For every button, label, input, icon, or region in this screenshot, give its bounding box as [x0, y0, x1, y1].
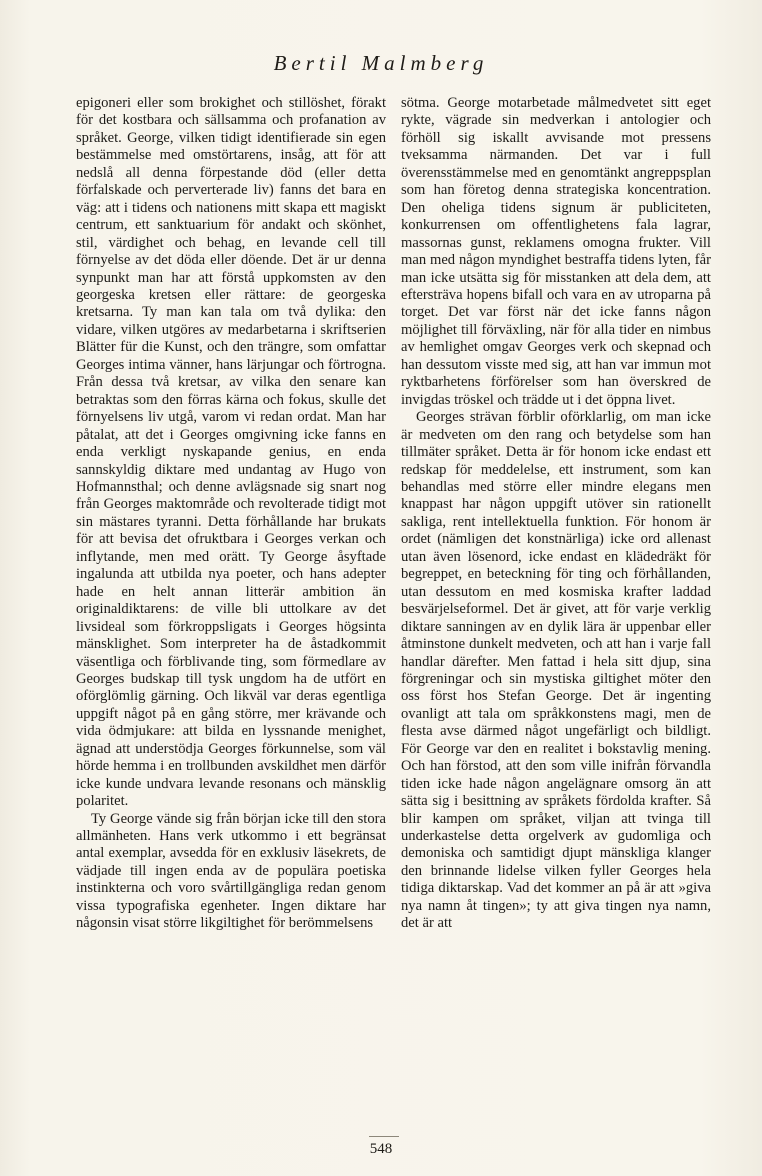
text-column-left: [76, 95, 386, 933]
text-column-right: [401, 95, 711, 933]
paragraph: sötma. George motarbetade målmedvetet sitt eget rykte, vägrade sin medverkan i antologier och förhöll sig iskallt avvisande mot pressens tveksamma närmanden. Det var i full överensstämmelse med en genomtänkt angreppsplan som han företog denna strategiska koncentration. Den oheliga tidens signum är publiciteten, konkurrensen om offentlighetens fala lagrar, massornas gunst, reklamens omogna frukter. Vill man med någon myndighet bestraffa tidens lyten, får man icke utsätta sig för misstanken att dela dem, att eftersträva hopens bifall och vara en av utroparna på torget. Det var först när det icke fanns någon möjlighet till förväxling, när för alla tider en nimbus av hemlighet omgav Georges verk och skepnad och han dessutom visste med sig, att han var immun mot ryktbarhetens förförelser som han överskred de invigdas tröskel och trädde ut i det öppna livet.: [401, 95, 711, 408]
page-number: 548: [369, 1141, 393, 1157]
paragraph: Ty George vände sig från början icke till den stora allmänheten. Hans verk utkommo i ett begränsat antal exemplar, avsedda för en exklusiv läsekrets, de vädjade till ingen enda av de populära poetiska instinkterna och voro svårtillgängliga redan genom vissa typografiska egenheter. Ingen diktare har någonsin visat större likgiltighet för berömmelsens: [76, 810, 386, 932]
running-head-author: Bertil Malmberg: [273, 51, 489, 75]
paragraph: epigoneri eller som brokighet och stillöshet, förakt för det kostbara och sällsamma och profanation av språket. George, vilken tidigt identifierade sin egen bestämmelse med omstörtarens, insåg, att för att nedslå all denna förpestande död (eller detta förfalskade och perverterade liv) fanns det bara en väg: att i tidens och nationens mitt skapa ett magiskt centrum, ett sanktuarium för andakt och skönhet, stil, värdighet och behag, en levande cell till förnyelse av det döda eller döende. Det är ur denna synpunkt man har att förstå uppkomsten av den georgeska kretsen eller rättare: de georgeska kretsarna. Ty man kan tala om två dylika: den vidare, vilken utgöres av medarbetarna i skriftserien Blätter für die Kunst, och den trängre, som omfattar Georges intima vänner, hans lärjungar och förtrogna. Från dessa två kretsar, av vilka den senare kan betraktas som den förras kärna och fokus, skulle det förnyelsens liv utgå, varom vi redan ordat. Man har påtalat, att det i Georges omgivning icke fanns en enda verkligt nyskapande genius, en enda sannskyldig diktare med undantag av Hugo von Hofmannsthal; och denne avlägsnade sig snart nog från Georges maktområde och revolterade tidigt mot sin mästares tyranni. Detta förhållande har brukats för att bevisa det ofruktbara i Georges verkan och inflytande, men med orätt. Ty George åsyftade ingalunda att utbilda nya poeter, och hans adepter hade en helt annan litterär ambition än originaldiktarens: de ville bli uttolkare av det livsideal som förkroppsligats i Georges högsinta mänsklighet. Som interpreter ha de åstadkommit väsentliga och förblivande ting, som förmedlare av Georges budskap till tysk ungdom ha de utfört en oförglömlig gärning. Och likväl var deras egentliga uppgift något på en gång större, mer krävande och vida ödmjukare: att bilda en lyssnande menighet, ägnad att understödja Georges förkunnelse, som väl hörde hemma i en trollbunden avskildhet men därför icke kunde undvara levande resonans och mänsklig polaritet.: [76, 95, 386, 810]
paragraph: Georges strävan förblir oförklarlig, om man icke är medveten om den rang och betydelse som han tillmäter språket. Detta är för honom icke endast ett redskap för meddelelse, ett instrument, som kan behandlas med större eller mindre elegans men knappast har någon uppgift utöver sin rationellt sakliga, rent intellektuella funktion. För honom är ordet (nämligen det konstnärliga) icke ord allenast utan även lösenord, icke endast en klädedräkt för begreppet, en beteckning för ting och förhållanden, utan dessutom en med kosmiska krafter laddad besvärjelseformel. Det är givet, att för varje verklig diktare sanningen av en dylik lära är uppenbar eller åtminstone dunkelt medveten, och att han i varje fall handlar därefter. Men fattad i hela sitt djup, sina förgreningar och sin mystiska giltighet möter den oss först hos Stefan George. Det är ingenting ovanligt att tala om språkkonstens magi, men de flesta avse därmed något ungefärligt och bildligt. För George var den en realitet i bokstavlig mening. Och han förstod, att den som ville inifrån förvandla tiden icke hade någon angelägnare omsorg än att sätta sig i besittning av språkets fördolda krafter. Så blir kampen om språket, viljan att tvinga till underkastelse detta orgelverk av gudomliga och demoniska och samtidigt djupt mänskliga klanger den brinnande lidelse vilken fyller Georges hela tidiga diktarskap. Vad det kommer an på är att »giva nya namn åt tingen»; ty att giva tingen nya namn, det är att: [401, 409, 711, 932]
folio-rule: [369, 1136, 399, 1137]
